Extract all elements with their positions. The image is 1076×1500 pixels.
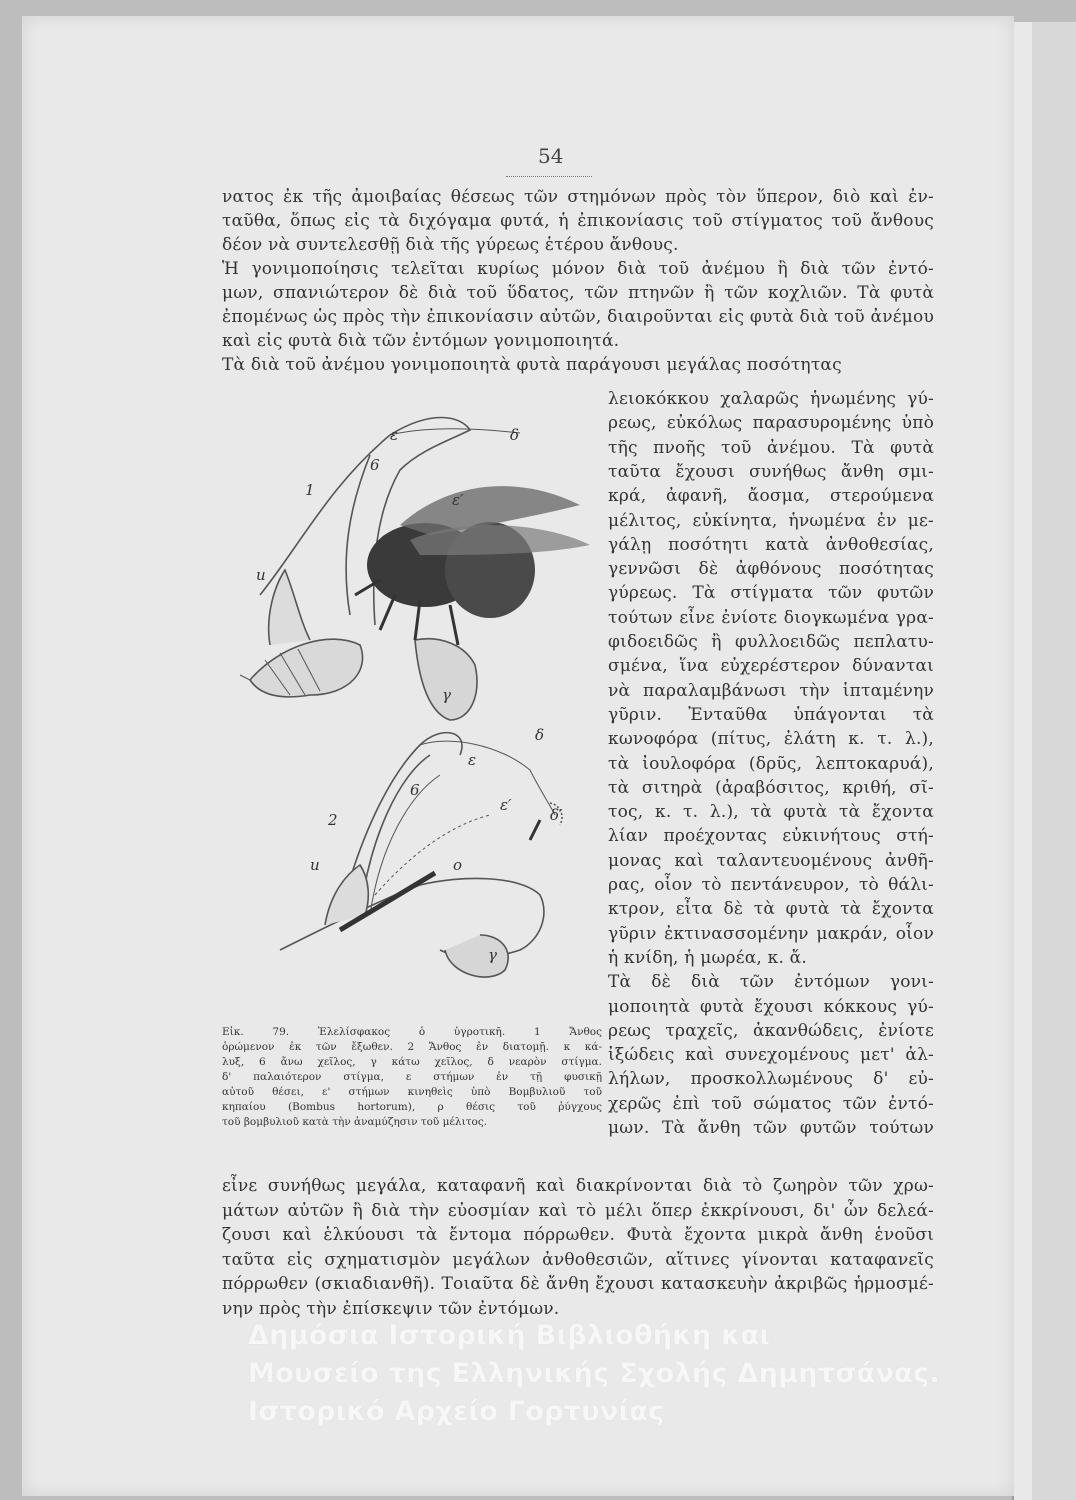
caption-line: αὐτοῦ θέσει, ε' στήμων κινηθεὶς ὑπὸ Βομβυλιοῦ τοῦ (222, 1086, 602, 1098)
fig2-label-d: δ (535, 726, 545, 744)
bumblebee-icon (355, 486, 590, 645)
caption-line: δ' παλαιότερον στίγμα, ε στήμων ἐν τῇ φυσικῇ (222, 1071, 602, 1083)
fig2-label-u: u (310, 856, 320, 874)
text-line: ἡ κνίδη, ἡ μωρέα, κ. ἄ. (608, 947, 807, 968)
text-line: γάλῃ ποσότητι κατὰ ἀνθοθεσίας, (608, 534, 934, 555)
text-line: φιδοειδῶς ἢ φυλλοειδῶς πεπλατυ- (608, 632, 934, 652)
fig1-label-b: 6 (370, 456, 380, 474)
text-line: Τὰ δὲ διὰ τῶν ἐντόμων γονι- (608, 972, 934, 993)
text-line: τὰ σιτηρὰ (ἀραβόσιτος, κριθή, σῖ- (608, 777, 934, 798)
fig2-label-o: ο (453, 856, 463, 874)
text-line: γῦριν ἐκτινασσομένην μακράν, οἷον (608, 923, 934, 944)
text-line: μοποιητὰ φυτὰ ἔχουσι κόκκους γύ- (608, 996, 934, 1017)
fig2-label-b: 6 (410, 781, 420, 799)
text-line: μάτων αὐτῶν ἢ διὰ τὴν εὐοσμίαν καὶ τὸ μέλι ὅπερ ἐκκρίνουσι, δι' ὧν δελεά- (222, 1200, 934, 1221)
text-line: νην πρὸς τὴν ἐπίσκεψιν τῶν ἐντόμων. (222, 1298, 560, 1319)
figure-caption (222, 1025, 602, 1130)
text-line: μονας καὶ ταλαντευομένους ἀνθῆ- (608, 850, 934, 871)
fig2-label-g: γ (488, 946, 497, 964)
fig1-label-number: 1 (305, 481, 315, 499)
fig1-label-e-prime: ε′ (452, 491, 464, 509)
text-line: ρεως τραχεῖς, ἀκανθώδεις, ἐνίοτε (608, 1020, 934, 1041)
text-line: λειοκόκκου χαλαρῶς ἡνωμένης γύ- (608, 389, 934, 409)
text-line: γῦριν. Ἐνταῦθα ὑπάγονται τὰ (608, 704, 934, 725)
text-line: γεννῶσι δὲ ἀφθόνους ποσότητας (608, 559, 934, 580)
text-line: κωνοφόρα (πίτυς, ἐλάτη κ. τ. λ.), (608, 729, 934, 750)
text-line: καὶ εἰς φυτὰ διὰ τῶν ἐντόμων γονιμοποιητά. (222, 331, 620, 351)
watermark-line: Μουσείο της Ελληνικής Σχολής Δημητσάνας. (248, 1358, 940, 1389)
caption-line: Εἰκ. 79. Ἐλελίσφακος ὁ ὑγροτικῆ. 1 Ἄνθος (222, 1026, 602, 1038)
fig2-label-d-prime: δ′ (550, 806, 563, 824)
text-line: ρεως, εὐκόλως παρασυρομένης ὑπὸ (608, 413, 934, 434)
text-line: τὰ ἰουλοφόρα (δρῦς, λεπτοκαρυά), (608, 753, 934, 774)
text-line: τούτων εἶνε ἐνίοτε διογκωμένα γρα- (608, 607, 934, 628)
caption-line: κηπαίου (Bombus hortorum), ρ θέσις τοῦ ῥύγχους (222, 1101, 602, 1113)
text-line: ταῦτα ἔχουσι συνήθως ἄνθη σμι- (608, 461, 934, 482)
text-line: νατος ἐκ τῆς ἀμοιβαίας θέσεως τῶν στημόνων πρὸς τὸν ὕπερον, διὸ καὶ ἐν- (222, 187, 934, 207)
watermark-line: Δημόσια Ιστορική Βιβλιοθήκη και (248, 1320, 771, 1351)
text-line: μων. Τὰ ἄνθη τῶν φυτῶν τούτων (608, 1118, 934, 1138)
text-line: δέον νὰ συντελεσθῇ διὰ τῆς γύρεως ἑτέρου ἄνθους. (222, 235, 679, 255)
text-line: τος, κ. τ. λ.), τὰ φυτὰ τὰ ἔχοντα (608, 802, 934, 823)
page-number-rule (506, 172, 592, 177)
text-line: ταῦτα εἰς σχηματισμὸν μεγάλων ἀνθοθεσιῶν, αἵτινες γίνονται καταφανεῖς (222, 1249, 934, 1270)
page-number: 54 (538, 144, 564, 168)
figure-79-illustration (220, 395, 605, 985)
caption-line: λυξ, 6 ἄνω χεῖλος, γ κάτω χεῖλος, δ νεαρὸν στίγμα. (222, 1056, 602, 1068)
text-line: μέλιτος, εὐκίνητα, ἡνωμένα ἐν με- (608, 510, 934, 531)
text-line: γύρεως. Τὰ στίγματα τῶν φυτῶν (608, 583, 934, 604)
fig2-label-number: 2 (328, 811, 338, 829)
text-line: κτρον, εἶτα δὲ τὰ φυτὰ τὰ ἔχοντα (608, 899, 934, 920)
text-line: ταῦθα, ὅπως εἰς τὰ διχόγαμα φυτά, ἡ ἐπικονίασις τοῦ στίγματος τοῦ ἄνθους (222, 211, 934, 231)
text-line: κρά, ἀφανῆ, ἄοσμα, στερούμενα (608, 486, 934, 507)
fig2-label-e-prime: ε′ (500, 796, 512, 814)
text-line: ἰξώδεις καὶ συνεχομένους μετ' ἀλ- (608, 1045, 934, 1066)
text-line: ζουσι καὶ ἑλκύουσι τὰ ἔντομα πόρρωθεν. Φυτὰ ἔχοντα μικρὰ ἄνθη ἑνοῦσι (222, 1225, 934, 1245)
fig1-label-d: δ (510, 426, 520, 444)
caption-line: τοῦ βομβυλιοῦ κατὰ τὴν ἀναμύζησιν τοῦ μέλιτος. (222, 1116, 488, 1128)
text-line: σμένα, ἵνα εὐχερέστερον δύνανται (608, 656, 934, 677)
text-line: Ἡ γονιμοποίησις τελεῖται κυρίως μόνον διὰ τοῦ ἀνέμου ἢ διὰ τῶν ἐντό- (222, 259, 934, 279)
caption-line: ὁρώμενον ἐκ τῶν ἔξωθεν. 2 Ἄνθος ἐν διατομῇ. κ κά- (222, 1041, 602, 1053)
text-line: ἐπομένως ὡς πρὸς τὴν ἐπικονίασιν αὐτῶν, διαιροῦνται εἰς φυτὰ διὰ τοῦ ἀνέμου (222, 307, 934, 327)
text-line: λίαν προέχοντας εὐκινήτους στή- (608, 826, 934, 847)
text-line: τῆς πνοῆς τοῦ ἀνέμου. Τὰ φυτὰ (608, 437, 934, 458)
fig2-label-e: ε (468, 751, 477, 769)
text-line: νὰ παραλαμβάνωσι τὴν ἱπταμένην (608, 680, 934, 701)
text-line: ρας, οἷον τὸ πεντάνευρον, τὸ θάλι- (608, 875, 934, 895)
next-page-edge (1012, 22, 1076, 1500)
fig1-label-u: u (256, 566, 266, 584)
text-line: Τὰ διὰ τοῦ ἀνέμου γονιμοποιητὰ φυτὰ παράγουσι μεγάλας ποσότητας (222, 355, 842, 375)
fig1-label-e: ε (390, 426, 399, 444)
text-line: λήλων, προσκολλωμένους δ' εὐ- (608, 1069, 934, 1090)
watermark-line: Ιστορικό Αρχείο Γορτυνίας (248, 1396, 665, 1427)
text-line: μων, σπανιώτερον δὲ διὰ τοῦ ὕδατος, τῶν πτηνῶν ἢ τῶν κοχλιῶν. Τὰ φυτὰ (222, 283, 934, 303)
flower-drawing (220, 395, 605, 985)
text-line: χερῶς ἐπὶ τοῦ σώματος τῶν ἐντό- (608, 1093, 934, 1114)
text-line: πόρρωθεν (σκιαδιανθῆ). Τοιαῦτα δὲ ἄνθη ἔχουσι κατασκευὴν ἀκριβῶς ἡρμοσμέ- (222, 1274, 934, 1294)
text-line: εἶνε συνήθως μεγάλα, καταφανῆ καὶ διακρίνονται διὰ τὸ ζωηρὸν τῶν χρω- (222, 1176, 934, 1196)
fig1-label-g: γ (442, 686, 451, 704)
